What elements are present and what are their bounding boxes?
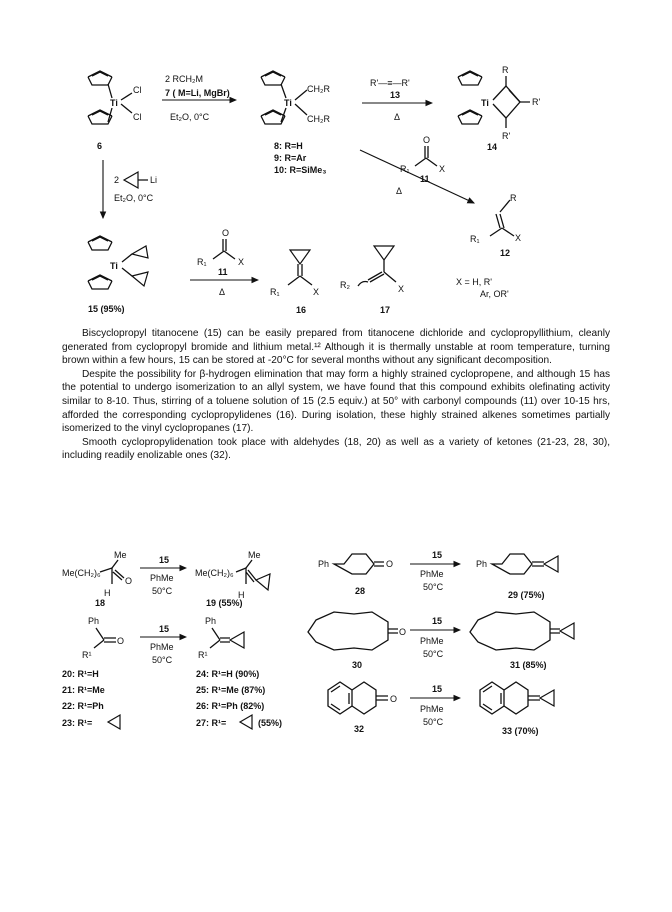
svg-text:Ph: Ph: [318, 559, 330, 569]
paragraph-2: Despite the possibility for β-hydrogen elimination that may form a highly strained cyclopropene, and although 15 has the potential to undergo isomerization to an allyl system, we have found that this compound exhibits olefinating activity similar to 8-10. Thus, stirring of a toluene solution of 15 (2.5 equiv.) at 50° with carbonyl compounds (11) over 10-15 hrs, afforded the corresponding cyclopropylidenes (16). During isolation, these highly strained alkenes sometimes partially isomerized to the vinyl cyclopropanes (17).: [62, 368, 610, 435]
svg-text:H: H: [104, 588, 111, 598]
x-definition-1: X = H, R': [456, 277, 492, 287]
reagent-7: 7 ( M=Li, MgBr): [165, 88, 230, 98]
paragraph-3: Smooth cyclopropylidenation took place with aldehydes (18, 20) as well as a variety of ketones (21-23, 28, 30), including readily enolizable ones (32).: [62, 436, 610, 462]
compound-15-label: 15 (95%): [88, 304, 125, 314]
compound-30-label: 30: [352, 660, 363, 670]
svg-text:Δ: Δ: [394, 112, 401, 122]
dialkyl-titanocene-8-10: [261, 71, 330, 175]
x-definition-2: Ar, OR': [480, 289, 509, 299]
cyclopropylidene-24-27: [198, 616, 244, 660]
body-text: [62, 327, 610, 463]
r1-list-24-27: [196, 669, 282, 729]
svg-text:Me(CH₂)₆: Me(CH₂)₆: [62, 568, 101, 578]
svg-text:R: R: [510, 193, 517, 203]
svg-text:O: O: [399, 627, 407, 637]
svg-text:X: X: [515, 233, 522, 243]
svg-text:PhMe: PhMe: [420, 569, 444, 579]
biscyclopropyl-titanocene-15: [88, 236, 148, 314]
svg-text:50°C: 50°C: [423, 717, 444, 727]
svg-text:R₁: R₁: [270, 287, 280, 297]
svg-text:R': R': [532, 97, 541, 107]
arrow-30-to-31: [410, 616, 460, 659]
compound-6-label: 6: [97, 141, 103, 151]
tetralone-32: [328, 682, 397, 734]
svg-text:R¹: R¹: [82, 650, 92, 660]
compound-29-label: 29 (75%): [508, 590, 545, 600]
r1-list-20-23: [62, 669, 120, 729]
svg-text:50°C: 50°C: [423, 649, 444, 659]
svg-text:Δ: Δ: [396, 186, 403, 196]
svg-text:15: 15: [159, 555, 170, 565]
compound-28-label: 28: [355, 586, 366, 596]
carbonyl-20-23: [82, 616, 124, 660]
svg-text:20: R¹=H: 20: R¹=H: [62, 669, 99, 679]
cl-label-upper: Cl: [133, 85, 142, 95]
svg-text:50°C: 50°C: [152, 586, 173, 596]
svg-text:R¹: R¹: [198, 650, 208, 660]
svg-text:R₁: R₁: [400, 164, 410, 174]
svg-text:Ph: Ph: [205, 616, 217, 626]
svg-text:R': R': [502, 131, 511, 141]
cl-label-lower: Cl: [133, 112, 142, 122]
cyclopropylidene-31: [470, 612, 574, 670]
arrow-to-12: [360, 150, 474, 203]
aldehyde-18: [62, 550, 132, 608]
compound-12-label: 12: [500, 248, 511, 258]
compound-31-label: 31 (85%): [510, 660, 547, 670]
arrow-28-to-29: [410, 550, 460, 592]
carbonyl-11-bottom: [197, 228, 244, 277]
svg-text:O: O: [423, 135, 431, 145]
compound-32-label: 32: [354, 724, 365, 734]
series-8: 8: R=H: [274, 141, 303, 151]
reagent-conditions: Et₂O, 0°C: [170, 112, 210, 122]
cyclododecanone-30: [308, 612, 406, 670]
svg-text:50°C: 50°C: [423, 582, 444, 592]
compound-14-label: 14: [487, 142, 498, 152]
arrow-18-to-19: [140, 555, 186, 596]
ch2r-lower: CH₂R: [307, 114, 330, 124]
svg-text:PhMe: PhMe: [150, 573, 174, 583]
svg-text:15: 15: [159, 624, 170, 634]
svg-text:Li: Li: [150, 175, 158, 185]
svg-text:PhMe: PhMe: [420, 704, 444, 714]
reagent-rch2m: 2 RCH₂M: [165, 74, 203, 84]
alkyne-reagent: R'—≡—R': [370, 78, 410, 88]
svg-text:26: R¹=Ph (82%): 26: R¹=Ph (82%): [196, 701, 265, 711]
arrow-20-to-24: [140, 624, 186, 665]
cyclopropylidene-16: [270, 250, 319, 315]
cyclopropylidene-33: [480, 682, 554, 736]
svg-text:X: X: [238, 257, 245, 267]
ketone-28: [318, 554, 393, 596]
svg-text:X: X: [398, 284, 405, 294]
svg-text:X: X: [439, 164, 446, 174]
compound-18-label: 18: [95, 598, 106, 608]
svg-text:Δ: Δ: [219, 287, 226, 297]
titanacyclobutene-14: [458, 65, 540, 152]
cyclopropylidene-19: [195, 550, 270, 608]
compound-19-label: 19 (55%): [206, 598, 243, 608]
svg-text:R₂: R₂: [340, 280, 350, 290]
ti-label: Ti: [110, 98, 118, 108]
svg-text:Ph: Ph: [476, 559, 488, 569]
svg-text:Ti: Ti: [481, 98, 489, 108]
svg-text:11: 11: [218, 267, 228, 277]
svg-text:15: 15: [432, 616, 443, 626]
svg-text:2: 2: [114, 175, 120, 185]
svg-text:PhMe: PhMe: [150, 642, 174, 652]
svg-text:50°C: 50°C: [152, 655, 173, 665]
svg-text:O: O: [222, 228, 230, 238]
compound-13-label: 13: [390, 90, 401, 100]
svg-text:Ti: Ti: [284, 98, 292, 108]
compound-17-label: 17: [380, 305, 391, 315]
svg-text:15: 15: [432, 550, 443, 560]
svg-text:15: 15: [432, 684, 443, 694]
titanocene-dichloride-6: [88, 71, 142, 151]
svg-text:Me(CH₂)₆: Me(CH₂)₆: [195, 568, 234, 578]
arrow-32-to-33: [410, 684, 460, 727]
svg-text:24: R¹=H (90%): 24: R¹=H (90%): [196, 669, 260, 679]
svg-text:(55%): (55%): [258, 718, 283, 728]
vinylcyclopropane-17: [340, 246, 404, 315]
svg-text:R₁: R₁: [470, 234, 480, 244]
compound-16-label: 16: [296, 305, 307, 315]
ch2r-upper: CH₂R: [307, 84, 330, 94]
svg-text:27: R¹=: 27: R¹=: [196, 718, 227, 728]
series-10: 10: R=SiMe₃: [274, 165, 327, 175]
svg-text:Me: Me: [248, 550, 261, 560]
svg-text:R₁: R₁: [197, 257, 207, 267]
svg-text:21: R¹=Me: 21: R¹=Me: [62, 685, 105, 695]
svg-text:H: H: [238, 590, 245, 600]
svg-text:O: O: [386, 559, 394, 569]
svg-text:Et₂O, 0°C: Et₂O, 0°C: [114, 193, 154, 203]
svg-text:25: R¹=Me (87%): 25: R¹=Me (87%): [196, 685, 266, 695]
svg-text:X: X: [313, 287, 320, 297]
svg-text:Ph: Ph: [88, 616, 100, 626]
svg-text:R: R: [502, 65, 509, 75]
series-9: 9: R=Ar: [274, 153, 307, 163]
svg-text:O: O: [125, 576, 133, 586]
carbonyl-11-top: [400, 135, 445, 184]
svg-text:23: R¹=: 23: R¹=: [62, 718, 93, 728]
paragraph-1: Biscyclopropyl titanocene (15) can be easily prepared from titanocene dichloride and cyclopropyllithium, cleanly generated from cyclopropyl bromide and lithium metal.¹² Although it is thermally unstable at room temperature, turning brown within a few hours, 15 can be stored at -20°C for several months without any significant decomposition.: [62, 328, 610, 367]
cyclopropylidene-29: [476, 554, 558, 600]
svg-text:22: R¹=Ph: 22: R¹=Ph: [62, 701, 104, 711]
alkene-12: [470, 193, 521, 258]
svg-text:Me: Me: [114, 550, 127, 560]
svg-text:Ti: Ti: [110, 261, 118, 271]
compound-33-label: 33 (70%): [502, 726, 539, 736]
svg-text:O: O: [390, 694, 398, 704]
svg-text:PhMe: PhMe: [420, 636, 444, 646]
svg-text:11: 11: [420, 174, 430, 184]
svg-text:O: O: [117, 636, 125, 646]
